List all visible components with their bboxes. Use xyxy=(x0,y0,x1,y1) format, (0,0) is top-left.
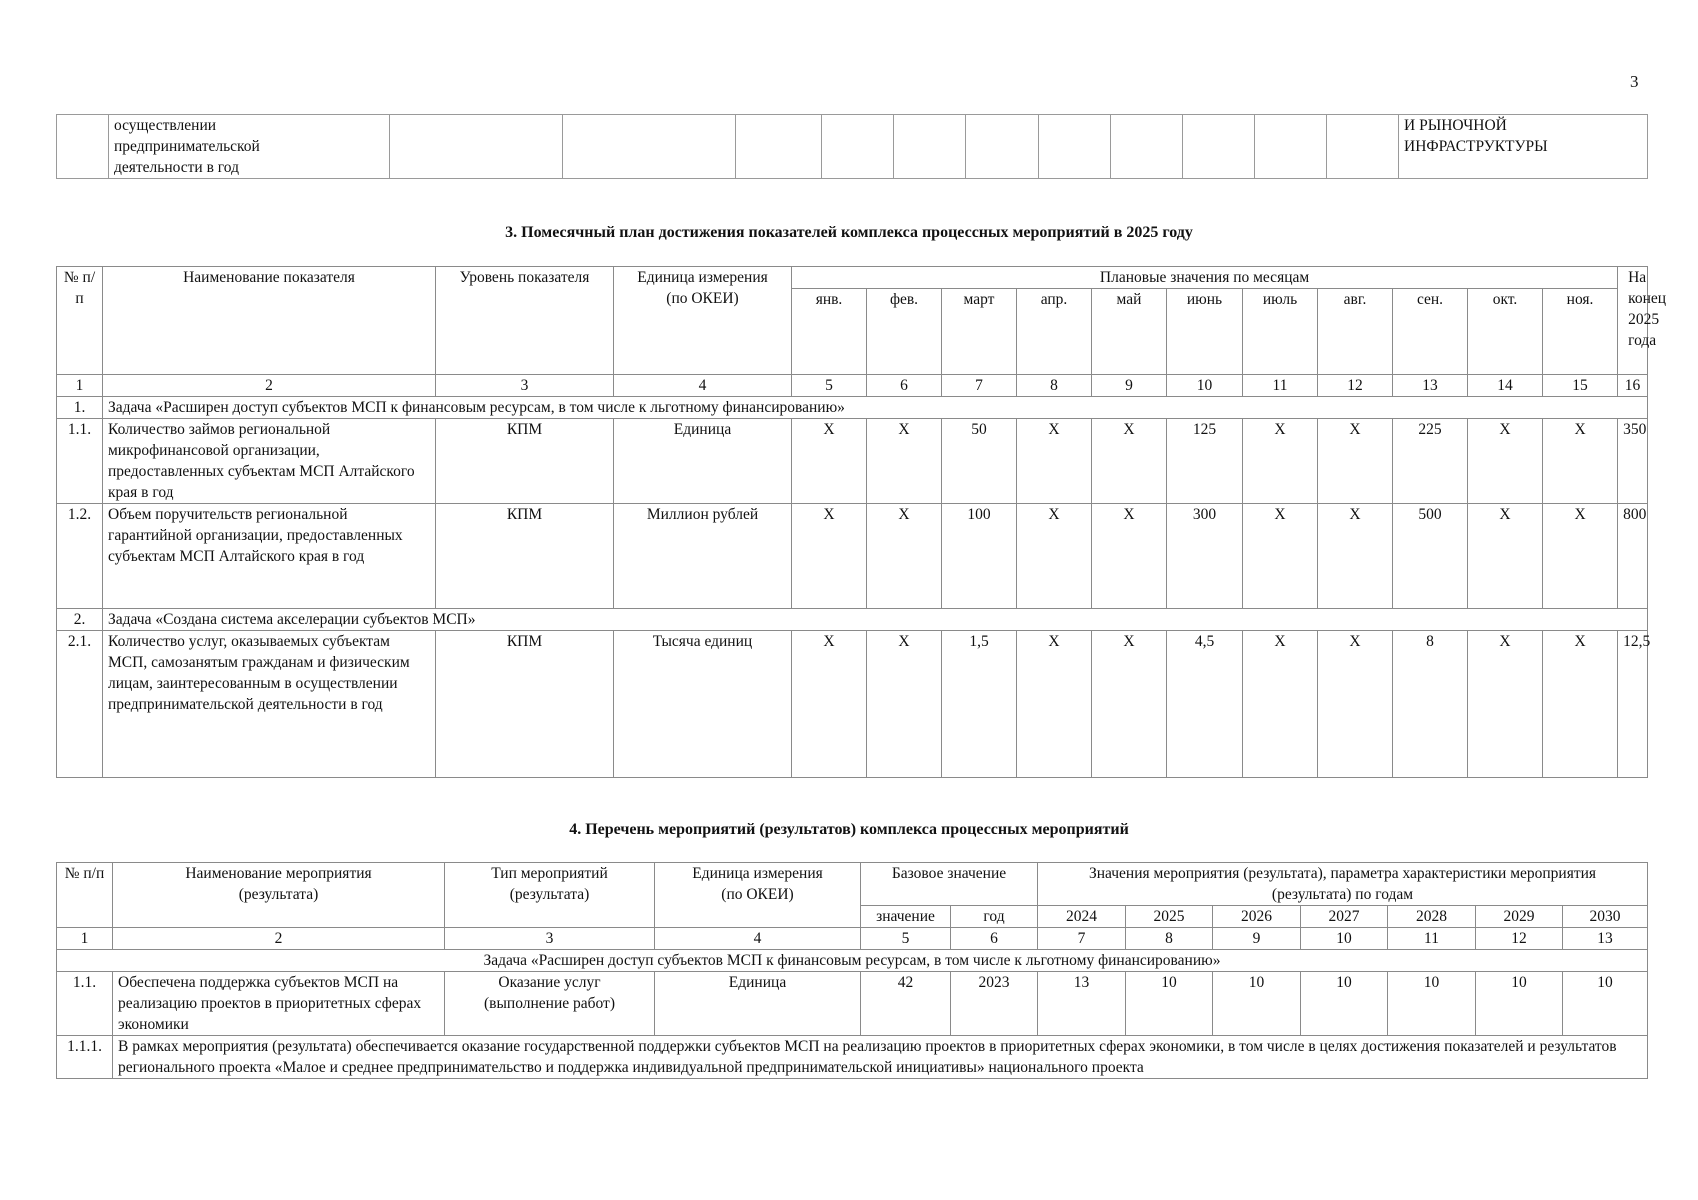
col-number: 8 xyxy=(1017,375,1092,397)
col-number: 2 xyxy=(103,375,436,397)
month-header: сен. xyxy=(1393,289,1468,375)
col-number: 3 xyxy=(445,928,655,950)
month-header: май xyxy=(1092,289,1167,375)
month-value: X xyxy=(1543,631,1618,778)
col-number: 4 xyxy=(655,928,861,950)
month-value: X xyxy=(792,419,867,504)
col-number: 9 xyxy=(1213,928,1301,950)
month-value: X xyxy=(1468,631,1543,778)
year-header: 2030 xyxy=(1563,906,1648,928)
month-value: 225 xyxy=(1393,419,1468,504)
header-indicator-name: Наименование показателя xyxy=(103,267,436,375)
cont-cell xyxy=(1327,115,1399,179)
col-number: 16 xyxy=(1618,375,1648,397)
base-year: 2023 xyxy=(951,972,1038,1036)
month-header: июль xyxy=(1243,289,1318,375)
indicator-unit: Единица xyxy=(614,419,792,504)
col-number: 8 xyxy=(1126,928,1213,950)
task-number: 1. xyxy=(57,397,103,419)
month-header: янв. xyxy=(792,289,867,375)
cont-name-cell: осуществлении предпринимательской деятельности в год xyxy=(109,115,390,179)
header-num: № п/п xyxy=(57,267,103,375)
month-header: фев. xyxy=(867,289,942,375)
header-activity-type: Тип мероприятий (результата) xyxy=(445,863,655,928)
month-value: X xyxy=(867,504,942,609)
section4-title: 4. Перечень мероприятий (результатов) комплекса процессных мероприятий xyxy=(569,821,1129,838)
month-value: X xyxy=(1243,419,1318,504)
col-number: 5 xyxy=(792,375,867,397)
row-number: 1.1. xyxy=(57,972,113,1036)
activities-table xyxy=(56,862,1648,1079)
col-number: 12 xyxy=(1318,375,1393,397)
col-number: 5 xyxy=(861,928,951,950)
month-value: 300 xyxy=(1167,504,1243,609)
month-value: X xyxy=(1543,419,1618,504)
section3-title: 3. Помесячный план достижения показателей комплекса процессных мероприятий в 2025 году xyxy=(505,224,1193,241)
task-number: 2. xyxy=(57,609,103,631)
month-value: X xyxy=(1543,504,1618,609)
month-value: X xyxy=(1318,504,1393,609)
year-value: 10 xyxy=(1301,972,1388,1036)
col-number: 3 xyxy=(436,375,614,397)
base-value: 42 xyxy=(861,972,951,1036)
month-value: 4,5 xyxy=(1167,631,1243,778)
indicator-level: КПМ xyxy=(436,504,614,609)
year-header: 2029 xyxy=(1476,906,1563,928)
indicator-name: Количество займов региональной микрофинансовой организации, предоставленных субъектам МСП Алтайского края в год xyxy=(103,419,436,504)
month-value: X xyxy=(1017,631,1092,778)
page-number: 3 xyxy=(1630,72,1639,91)
month-value: X xyxy=(792,631,867,778)
indicator-level: КПМ xyxy=(436,631,614,778)
month-value: X xyxy=(1092,631,1167,778)
month-header: ноя. xyxy=(1543,289,1618,375)
month-value: 125 xyxy=(1167,419,1243,504)
month-value: X xyxy=(1017,419,1092,504)
col-number: 11 xyxy=(1243,375,1318,397)
month-value: X xyxy=(1318,419,1393,504)
header-base-value: значение xyxy=(861,906,951,928)
month-value: 50 xyxy=(942,419,1017,504)
month-value: X xyxy=(1243,504,1318,609)
year-value: 10 xyxy=(1388,972,1476,1036)
indicator-unit: Миллион рублей xyxy=(614,504,792,609)
col-number: 10 xyxy=(1167,375,1243,397)
cont-cell xyxy=(57,115,109,179)
month-value: X xyxy=(1017,504,1092,609)
year-header: 2028 xyxy=(1388,906,1476,928)
month-value: 500 xyxy=(1393,504,1468,609)
col-number: 13 xyxy=(1393,375,1468,397)
col-number: 9 xyxy=(1092,375,1167,397)
row-number: 1.1. xyxy=(57,419,103,504)
cont-cell xyxy=(390,115,563,179)
activity-name: Обеспечена поддержка субъектов МСП на реализацию проектов в приоритетных сферах экономики xyxy=(113,972,445,1036)
cont-cell xyxy=(822,115,894,179)
month-value: X xyxy=(1318,631,1393,778)
col-number: 2 xyxy=(113,928,445,950)
end-of-year-value: 800 xyxy=(1618,504,1648,609)
month-value: X xyxy=(1468,504,1543,609)
note-text: В рамках мероприятия (результата) обеспечивается оказание государственной поддержки субъектов МСП на реализацию проектов в приоритетных сферах экономики, в том числе в целях достижения показателей и результатов регионального проекта «Малое и среднее предпринимательство и поддержка индивидуальной предпринимательской инициативы» национального проекта xyxy=(113,1036,1648,1079)
col-number: 1 xyxy=(57,375,103,397)
cont-cell xyxy=(736,115,822,179)
monthly-plan-table xyxy=(56,266,1667,778)
task-row: Задача «Создана система акселерации субъектов МСП» xyxy=(103,609,1648,631)
activity-type: Оказание услуг (выполнение работ) xyxy=(445,972,655,1036)
month-value: 8 xyxy=(1393,631,1468,778)
month-value: X xyxy=(792,504,867,609)
header-year-values: Значения мероприятия (результата), параметра характеристики мероприятия (результата) по годам xyxy=(1038,863,1648,906)
cont-cell xyxy=(1039,115,1111,179)
year-header: 2025 xyxy=(1126,906,1213,928)
month-value: X xyxy=(867,419,942,504)
month-header: июнь xyxy=(1167,289,1243,375)
indicator-unit: Тысяча единиц xyxy=(614,631,792,778)
indicator-name: Объем поручительств региональной гарантийной организации, предоставленных субъектам МСП Алтайского края в год xyxy=(103,504,436,609)
year-value: 10 xyxy=(1213,972,1301,1036)
header-num: № п/п xyxy=(57,863,113,928)
month-value: X xyxy=(1092,504,1167,609)
col-number: 15 xyxy=(1543,375,1618,397)
task-row: Задача «Расширен доступ субъектов МСП к финансовым ресурсам, в том числе к льготному финансированию» xyxy=(57,950,1648,972)
year-header: 2027 xyxy=(1301,906,1388,928)
header-level: Уровень показателя xyxy=(436,267,614,375)
year-value: 10 xyxy=(1476,972,1563,1036)
cont-cell xyxy=(1183,115,1255,179)
row-number: 2.1. xyxy=(57,631,103,778)
end-of-year-value: 12,5 xyxy=(1618,631,1648,778)
year-header: 2026 xyxy=(1213,906,1301,928)
header-plan-values: Плановые значения по месяцам xyxy=(792,267,1618,289)
month-value: 1,5 xyxy=(942,631,1017,778)
col-number: 4 xyxy=(614,375,792,397)
col-number: 11 xyxy=(1388,928,1476,950)
year-value: 10 xyxy=(1563,972,1648,1036)
cont-cell xyxy=(1111,115,1183,179)
cont-cell xyxy=(966,115,1039,179)
indicator-name: Количество услуг, оказываемых субъектам МСП, самозанятым гражданам и физическим лицам, заинтересованным в осуществлении предпринимательской деятельности в год xyxy=(103,631,436,778)
activity-unit: Единица xyxy=(655,972,861,1036)
month-value: 100 xyxy=(942,504,1017,609)
col-number: 14 xyxy=(1468,375,1543,397)
col-number: 6 xyxy=(951,928,1038,950)
cont-cell xyxy=(894,115,966,179)
col-number: 6 xyxy=(867,375,942,397)
col-number: 12 xyxy=(1476,928,1563,950)
col-number: 10 xyxy=(1301,928,1388,950)
header-unit: Единица измерения (по ОКЕИ) xyxy=(655,863,861,928)
header-activity-name: Наименование мероприятия (результата) xyxy=(113,863,445,928)
col-number: 13 xyxy=(1563,928,1648,950)
year-header: 2024 xyxy=(1038,906,1126,928)
cont-last-cell: И РЫНОЧНОЙ ИНФРАСТРУКТУРЫ xyxy=(1399,115,1648,179)
col-number: 7 xyxy=(1038,928,1126,950)
header-base-year: год xyxy=(951,906,1038,928)
month-value: X xyxy=(1243,631,1318,778)
month-header: авг. xyxy=(1318,289,1393,375)
indicator-level: КПМ xyxy=(436,419,614,504)
col-number: 1 xyxy=(57,928,113,950)
row-number: 1.2. xyxy=(57,504,103,609)
year-value: 13 xyxy=(1038,972,1126,1036)
header-unit: Единица измерения (по ОКЕИ) xyxy=(614,267,792,375)
header-end-of-year: На конец 2025 года xyxy=(1618,267,1648,375)
end-of-year-value: 350 xyxy=(1618,419,1648,504)
month-header: окт. xyxy=(1468,289,1543,375)
col-number: 7 xyxy=(942,375,1017,397)
month-value: X xyxy=(867,631,942,778)
cont-cell xyxy=(563,115,736,179)
year-value: 10 xyxy=(1126,972,1213,1036)
cont-cell xyxy=(1255,115,1327,179)
month-header: апр. xyxy=(1017,289,1092,375)
month-value: X xyxy=(1468,419,1543,504)
month-value: X xyxy=(1092,419,1167,504)
header-base: Базовое значение xyxy=(861,863,1038,906)
task-row: Задача «Расширен доступ субъектов МСП к финансовым ресурсам, в том числе к льготному финансированию» xyxy=(103,397,1648,419)
continuation-table xyxy=(56,114,1648,179)
note-number: 1.1.1. xyxy=(57,1036,113,1079)
month-header: март xyxy=(942,289,1017,375)
